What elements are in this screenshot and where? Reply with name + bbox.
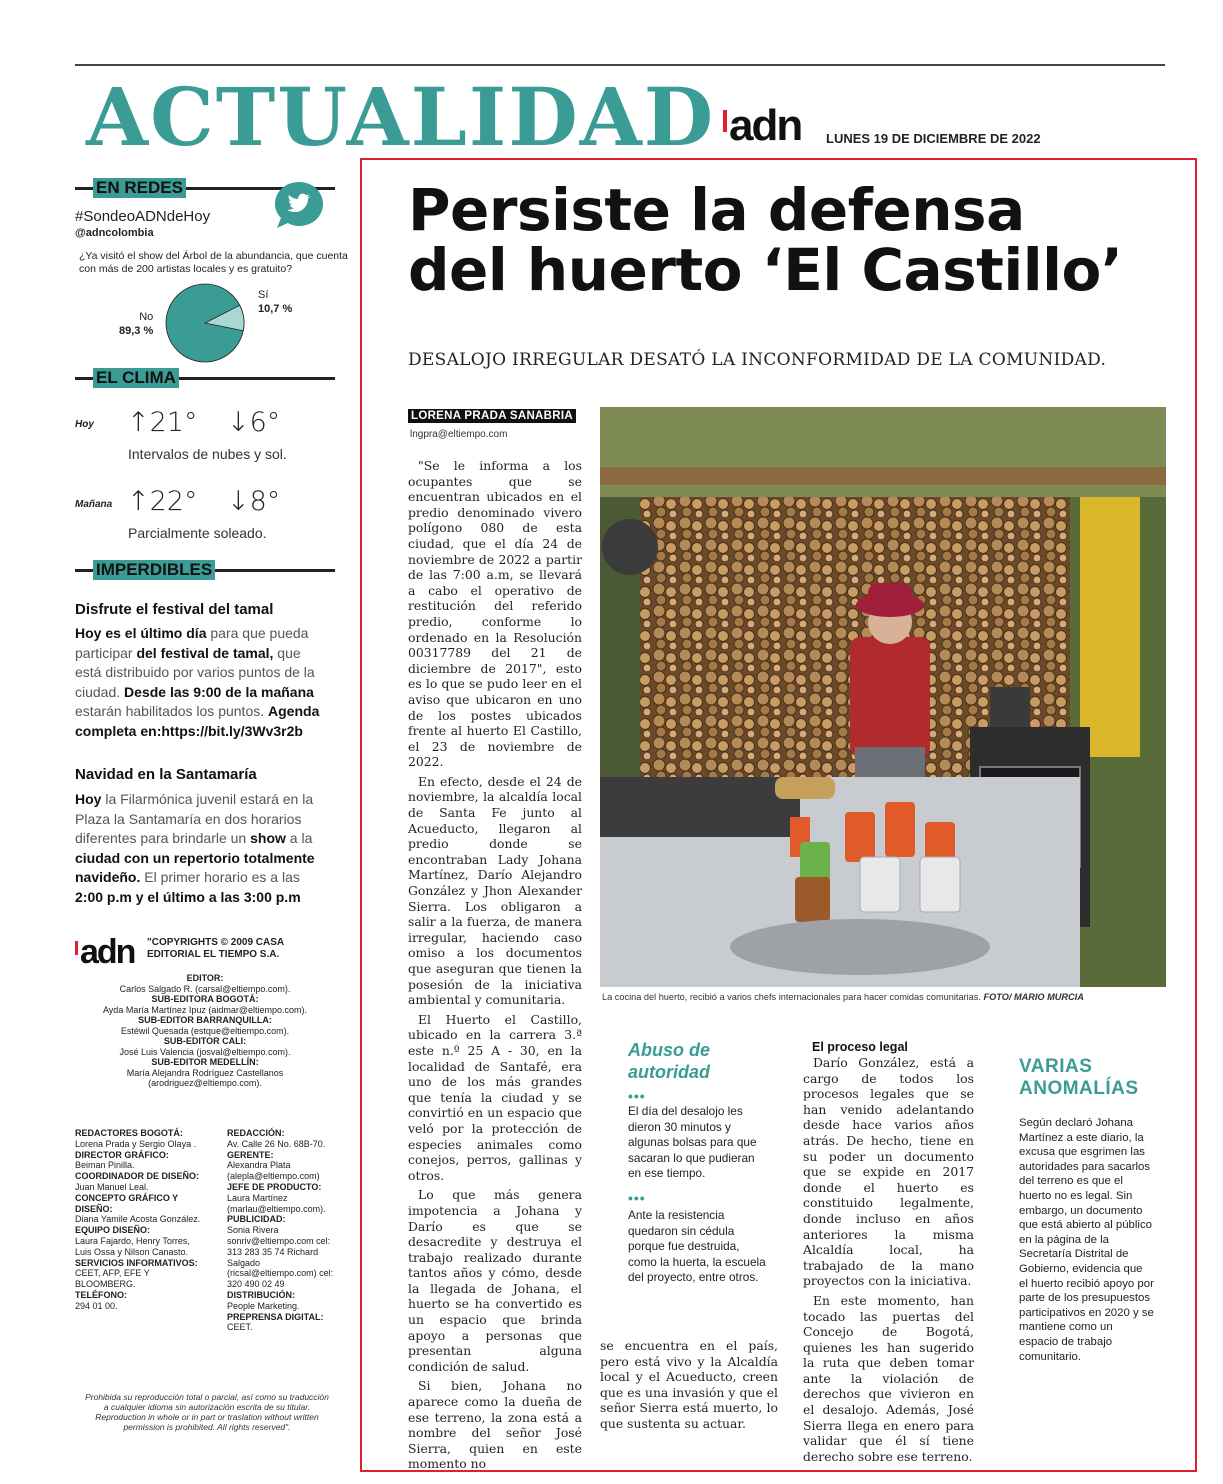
adn-logo: adn: [723, 104, 801, 148]
poll-si-label: Sí 10,7 %: [258, 289, 293, 315]
weather-today-desc: Intervalos de nubes y sol.: [128, 446, 287, 462]
weather-today-min: ↓6°: [227, 407, 281, 438]
event-navidad-body: Hoy la Filarmónica juvenil estará en la Plaza la Santamaría en dos horarios diferentes para brindarle un show a la ciudad con un repertorio totalmente navideño. El primer horario es a las 2:00 p.m y el último a las 3:00 p.m: [75, 791, 315, 905]
poll-pie-chart: [165, 283, 245, 363]
photo-caption: La cocina del huerto, recibió a varios chefs internacionales para hacer comidas comunitarias. FOTO/ MARIO MURCIA: [602, 992, 1084, 1002]
editor-credits: EDITOR: Carlos Salgado R. (carsal@eltiempo.com). SUB-EDITORA BOGOTÁ: Ayda María Martínez Ipuz (aidmar@eltiempo.com). SUB-EDITOR BARRANQUILLA: Estéwil Quesada (estque@eltiempo.com). SUB-EDITOR CALI: José Luis Valencia (josval@eltiempo.com). SUB-EDITOR MEDELLÍN: María Alejandra Rodríguez Castellanos (arodriguez@eltiempo.com).: [102, 973, 308, 1088]
twitter-bird-icon: [273, 180, 325, 230]
weather-tomorrow-max: ↑22°: [127, 486, 198, 517]
author-email: lngpra@eltiempo.com: [410, 429, 508, 440]
sidebar-box-text: Según declaró Johana Martínez a este diario, la excusa que esgrimen las autoridades para sacarlos del terreno es que el huerto no es legal. Sin embargo, un documento que está abierto al público en la página de la Secretaría Distrital de Gobierno, evidencia que el huerto recibió apoyo por parte de los presupuestos participativos en 2020 y se mantiene como un espacio de trabajo comunitario.: [1019, 1117, 1154, 1363]
adn-logo-small: adn: [75, 935, 134, 969]
poll-no-label: No 89,3 %: [119, 311, 154, 337]
article-column-2-tail: se encuentra en el país, pero está vivo y la Alcaldía local y el Acueducto, creen que es una invasión y que el señor Sierra está muerto, lo que sustenta su actuar.: [600, 1338, 778, 1431]
weather-tomorrow-label: Mañana: [75, 499, 113, 510]
box-dots-1: •••: [628, 1088, 646, 1104]
sidebar-box-title: VARIAS ANOMALÍAS: [1019, 1056, 1139, 1099]
box-dots-2: •••: [628, 1190, 646, 1206]
box-paragraph-1: El día del desalojo les dieron 30 minutos y algunas bolsas para que sacaran lo que pudieran en ese tiempo.: [628, 1104, 757, 1180]
article-column-3: Darío González, está a cargo de todos los procesos legales que se han venido adelantando desde hace varios años atrás. De hecho, tiene en su poder un documento que se expide en 2017 donde el huerto es constituido legalmente, donde incluso en años anteriores la misma Alcaldía local, ha trabajado de la mano proyectos con la iniciativa. En este momento, han tocado las puertas del Concejo de Bogotá, quienes les han sugerido la ruta que deben tomar ante la violación de derechos que vivieron en el desalojo. Además, José Sierra llega en enero para validar que él sí tiene derecho sobre ese terreno.: [803, 1055, 974, 1464]
el-clima-header: EL CLIMA: [75, 368, 335, 388]
top-rule: [75, 64, 1165, 66]
weather-tomorrow-desc: Parcialmente soleado.: [128, 525, 267, 541]
article-subhead: DESALOJO IRREGULAR DESATÓ LA INCONFORMIDAD DE LA COMUNIDAD.: [408, 350, 1107, 370]
poll-handle: @adncolombia: [75, 227, 154, 239]
poll-question: ¿Ya visitó el show del Árbol de la abundancia, que cuenta con más de 200 artistas locales y es gratuito?: [79, 250, 348, 275]
weather-today-max: ↑21°: [127, 407, 198, 438]
box-title: Abuso de autoridad: [628, 1040, 711, 1082]
reproduction-disclaimer: Prohibida su reproducción total o parcial, así como su traducción a cualquier idioma sin autorización escrita de su titular. Reproduction in whole or in part or traslation without written permission is prohibited. All rights reserved".: [85, 1392, 329, 1432]
event-tamal-title: Disfrute el festival del tamal: [75, 601, 274, 618]
article-headline: Persiste la defensa del huerto ‘El Castillo’: [408, 176, 1123, 304]
imperdibles-header: IMPERDIBLES: [75, 560, 335, 580]
article-column-1: "Se le informa a los ocupantes que se encuentran ubicados en el predio denominado vivero polígono 080 de esta ciudad, que el día 24 de noviembre de 2022 a partir de las 7:00 a.m, se llevará a cabo el operativo de restitución del referido predio, conforme lo ordenado en la Resolución 00317789 del 21 de diciembre de 2017", esto es lo que se pudo leer en el aviso que ubicaron en uno de los postes ubicados frente al huerto El Castillo, el 23 de noviembre de 2022. En efecto, desde el 24 de noviembre, la alcaldía local de Santa Fe junto al Acueducto, llegaron al predio donde se encontraban Lady Johana Martínez, Darío Alejandro González y Jhon Alexander Sierra. Los obligaron a salir a la fuerza, de manera irregular, haciendo caso omiso a los documentos que aseguran que tienen la posesión de la iniciativa ambiental y comunitaria. El Huerto el Castillo, ubicado en la carrera 3.ª este n.º 25 A - 30, en la localidad de Santafé, era uno de los más grandes que tenía la ciudad y se convirtió en un espacio que veló por la protección de especies animales como conejos, perros, gallinas y otros. Lo que más genera impotencia a Johana y Darío es que se desacredite y destruya el trabajo realizado durante tantos años y cómo, desde la llegada de Johana, el huerto se ha convertido es un espacio que brinda apoyo a personas que presentan alguna condición de salud. Si bien, Johana no aparece como la dueña de ese terreno, la zona está a nombre del señor José Sierra, quien en este momento no: [408, 458, 582, 1472]
author-byline: LORENA PRADA SANABRIA: [408, 409, 576, 423]
event-navidad-title: Navidad en la Santamaría: [75, 766, 257, 783]
section-title: ACTUALIDAD: [86, 70, 716, 164]
event-tamal-body: Hoy es el último día para que pueda participar del festival de tamal, que está distribuido por varios puntos de la ciudad. Desde las 9:00 de la mañana estarán habilitados los puntos. Agenda completa en:https://bit.ly/3Wv3r2b: [75, 625, 320, 739]
weather-today-label: Hoy: [75, 419, 94, 430]
issue-date: LUNES 19 DE DICIEMBRE DE 2022: [826, 131, 1041, 146]
section-proceso-legal-title: El proceso legal: [812, 1040, 908, 1054]
copyright-notice: "COPYRIGHTS © 2009 CASA EDITORIAL EL TIEMPO S.A.: [147, 937, 284, 960]
en-redes-header: EN REDES: [75, 178, 335, 198]
article-photo: [600, 407, 1166, 987]
box-paragraph-2: Ante la resistencia quedaron sin cédula porque fue destruida, como la huerta, la escuela del proyecto, entre otros.: [628, 1208, 766, 1284]
poll-hashtag: #SondeoADNdeHoy: [75, 208, 211, 225]
weather-tomorrow-min: ↓8°: [227, 486, 281, 517]
